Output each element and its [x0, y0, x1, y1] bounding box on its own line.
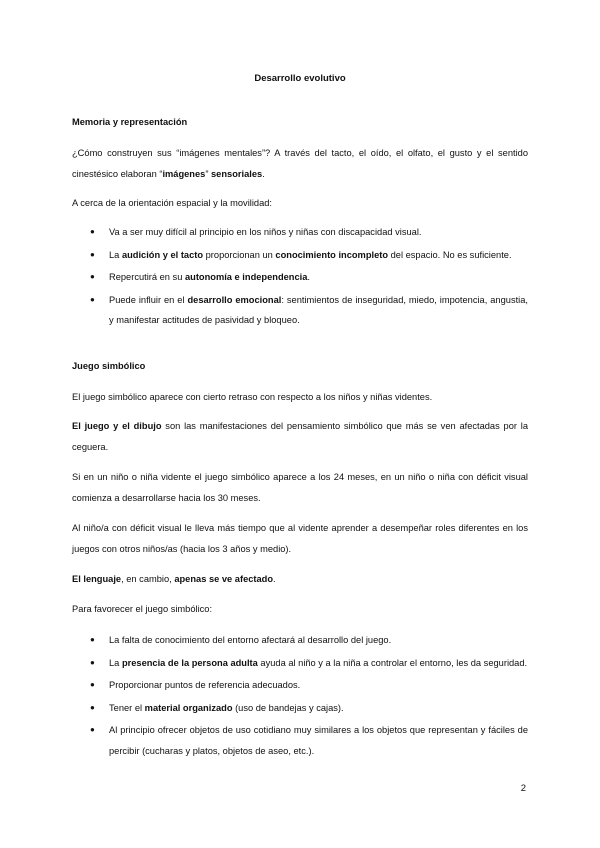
text-run: (uso de bandejas y cajas). [232, 702, 344, 713]
text-run: Al niño/a con déficit visual le lleva más tiempo que al vidente aprender a desempeñar roles diferentes en los juegos con otros niños/as (hacia los 3 años y medio). [72, 523, 528, 554]
bullet-icon: ● [90, 294, 95, 304]
text-run: del espacio. No es suficiente. [388, 249, 512, 260]
paragraph-juego-6 [72, 599, 528, 620]
bullet-icon: ● [90, 657, 95, 667]
paragraph-juego-2 [72, 416, 528, 458]
page-number: 2 [520, 783, 526, 794]
text-run: La [109, 249, 122, 260]
text-run: . [262, 169, 265, 179]
bold-text: presencia de la persona adulta [121, 657, 258, 668]
bold-text: apenas se ve afectado [174, 574, 274, 584]
bullet-icon: ● [90, 272, 95, 281]
paragraph-memoria-1 [72, 143, 528, 185]
page-title: Desarrollo evolutivo [254, 73, 346, 84]
bullet-icon: ● [90, 249, 95, 259]
bullet-icon: ● [90, 635, 95, 644]
bullet-item [72, 720, 528, 761]
bullet-list-memoria [72, 222, 528, 331]
text-run: La [109, 657, 122, 668]
bold-text: El lenguaje [72, 574, 122, 584]
text-run: La falta de conocimiento del entorno afectará al desarrollo del juego. [109, 635, 392, 645]
text-run: Para favorecer el juego simbólico: [72, 604, 213, 614]
text-run: Tener el [109, 702, 145, 713]
bold-text: conocimiento incompleto [275, 249, 389, 260]
bullet-item [72, 698, 528, 719]
bold-text: El juego y el dibujo [72, 421, 162, 431]
text-run: Puede influir en el [109, 294, 188, 305]
bullet-icon: ● [90, 227, 95, 236]
text-run: : sentimientos de inseguridad, miedo, impotencia, angustia, y manifestar actitudes de pasividad y bloqueo. [109, 294, 528, 325]
text-run: ayuda al niño y a la niña a controlar el entorno, les da seguridad. [257, 657, 528, 668]
text-run: Va a ser muy difícil al principio en los niños y niñas con discapacidad visual. [109, 227, 422, 237]
text-run: , en cambio, [121, 574, 175, 584]
bold-text: desarrollo emocional [187, 294, 282, 305]
paragraph-memoria-2: A cerca de la orientación espacial y la movilidad: [72, 198, 272, 208]
text-run: . [273, 574, 276, 584]
section-heading-memoria: Memoria y representación [72, 117, 188, 127]
text-run: . [307, 272, 310, 282]
bold-text: imágenes [162, 169, 206, 179]
text-run: ” [205, 169, 212, 179]
bullet-item [72, 675, 528, 696]
text-run: Proporcionar puntos de referencia adecuados. [109, 680, 301, 690]
bullet-item [72, 290, 528, 331]
bullet-item [72, 245, 528, 266]
text-run: proporcionan un [203, 249, 276, 260]
paragraph-juego-4 [72, 518, 528, 560]
section-heading-juego: Juego simbólico [72, 361, 146, 371]
text-run: Repercutirá en su [109, 272, 185, 282]
bold-text: material organizado [144, 702, 233, 713]
paragraph-juego-5 [72, 569, 528, 590]
bold-text: audición y el tacto [121, 249, 204, 260]
text-run: ¿Cómo construyen sus “imágenes mentales”? A través del tacto, el oído, el olfato, el gusto y el sentido cinestésico elaboran “ [72, 148, 528, 179]
text-run: son las manifestaciones del pensamiento simbólico que más se ven afectadas por la ceguera. [72, 421, 528, 452]
bullet-icon: ● [90, 725, 95, 734]
bullet-item [72, 267, 528, 288]
bullet-item [72, 222, 528, 243]
section-juego [72, 356, 528, 761]
bullet-icon: ● [90, 702, 95, 712]
bold-text: sensoriales [211, 169, 263, 179]
bullet-item [72, 653, 528, 674]
text-run: Al principio ofrecer objetos de uso cotidiano muy similares a los objetos que representan y fáciles de percibir (cucharas y platos, objetos de aseo, etc.). [109, 725, 528, 756]
bold-text: autonomía e independencia [184, 272, 308, 282]
text-run: Si en un niño o niña vidente el juego simbólico aparece a los 24 meses, en un niño o niña con déficit visual comienza a desarrollarse hacia los 30 meses. [72, 472, 528, 503]
section-memoria [72, 112, 528, 331]
paragraph-juego-1 [72, 387, 528, 408]
text-run: El juego simbólico aparece con cierto retraso con respecto a los niños y niñas videntes. [72, 392, 433, 402]
paragraph-juego-3 [72, 467, 528, 509]
bullet-item [72, 630, 528, 651]
bullet-list-juego [72, 630, 528, 761]
bullet-icon: ● [90, 680, 95, 689]
